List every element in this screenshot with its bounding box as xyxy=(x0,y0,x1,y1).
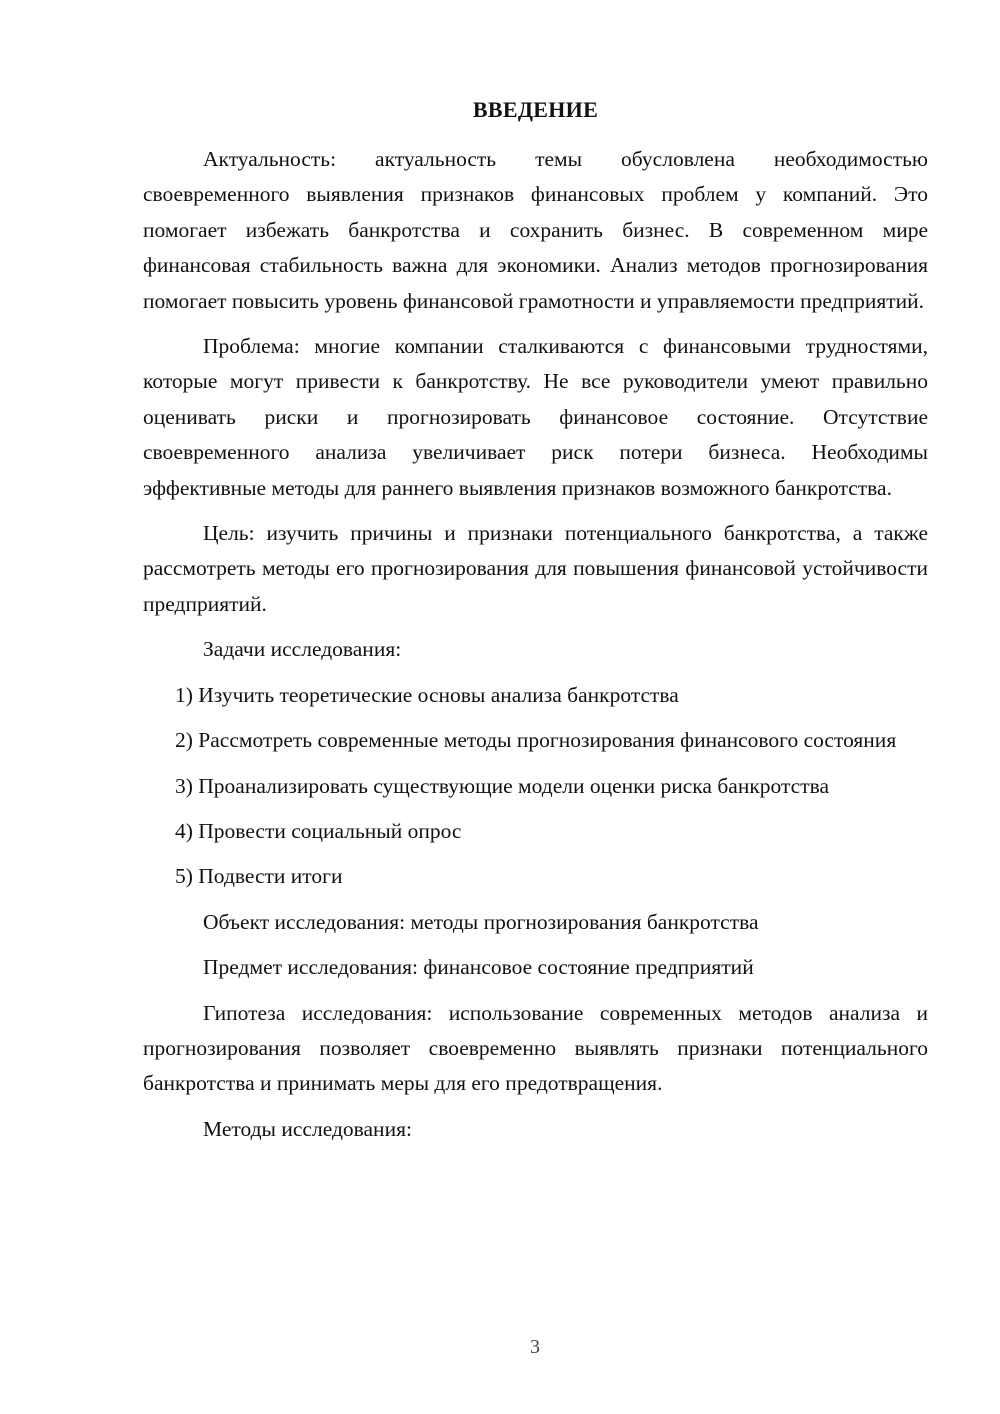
paragraph-object: Объект исследования: методы прогнозирования банкротства xyxy=(203,909,759,934)
paragraph-subject: Предмет исследования: финансовое состояние предприятий xyxy=(203,955,754,980)
methods-heading: Методы исследования: xyxy=(203,1116,412,1141)
section-title: ВВЕДЕНИЕ xyxy=(472,97,599,122)
task-item-4: 4) Провести социальный опрос xyxy=(175,818,462,843)
paragraph-relevance: Актуальность: актуальность темы обусловлена необходимостью своевременного выявления признаков финансовых проблем у компаний. Это помогает избежать банкротства и сохранить бизнес. В современном мире финансовая стабильность важна для экономики. Анализ методов прогнозирования помогает повысить уровень финансовой грамотности и управляемости предприятий. xyxy=(143,147,928,313)
paragraph-hypothesis: Гипотеза исследования: использование современных методов анализа и прогнозирования позволяет своевременно выявлять признаки потенциального банкротства и принимать меры для его предотвращения. xyxy=(143,1000,928,1096)
task-item-1: 1) Изучить теоретические основы анализа банкротства xyxy=(175,682,679,707)
task-item-5: 5) Подвести итоги xyxy=(175,864,343,889)
task-item-2: 2) Рассмотреть современные методы прогнозирования финансового состояния xyxy=(175,728,897,753)
task-item-3: 3) Проанализировать существующие модели оценки риска банкротства xyxy=(175,773,829,798)
page-number: 3 xyxy=(530,1336,540,1358)
paragraph-problem: Проблема: многие компании сталкиваются с финансовыми трудностями, которые могут привести к банкротству. Не все руководители умеют правильно оценивать риски и прогнозировать финансовое состояние. Отсутствие своевременного анализа увеличивает риск потери бизнеса. Необходимы эффективные методы для раннего выявления признаков возможного банкротства. xyxy=(143,334,928,500)
tasks-heading: Задачи исследования: xyxy=(203,637,402,662)
paragraph-goal: Цель: изучить причины и признаки потенциального банкротства, а также рассмотреть методы его прогнозирования для повышения финансовой устойчивости предприятий. xyxy=(143,521,928,616)
document-body xyxy=(143,142,928,1157)
